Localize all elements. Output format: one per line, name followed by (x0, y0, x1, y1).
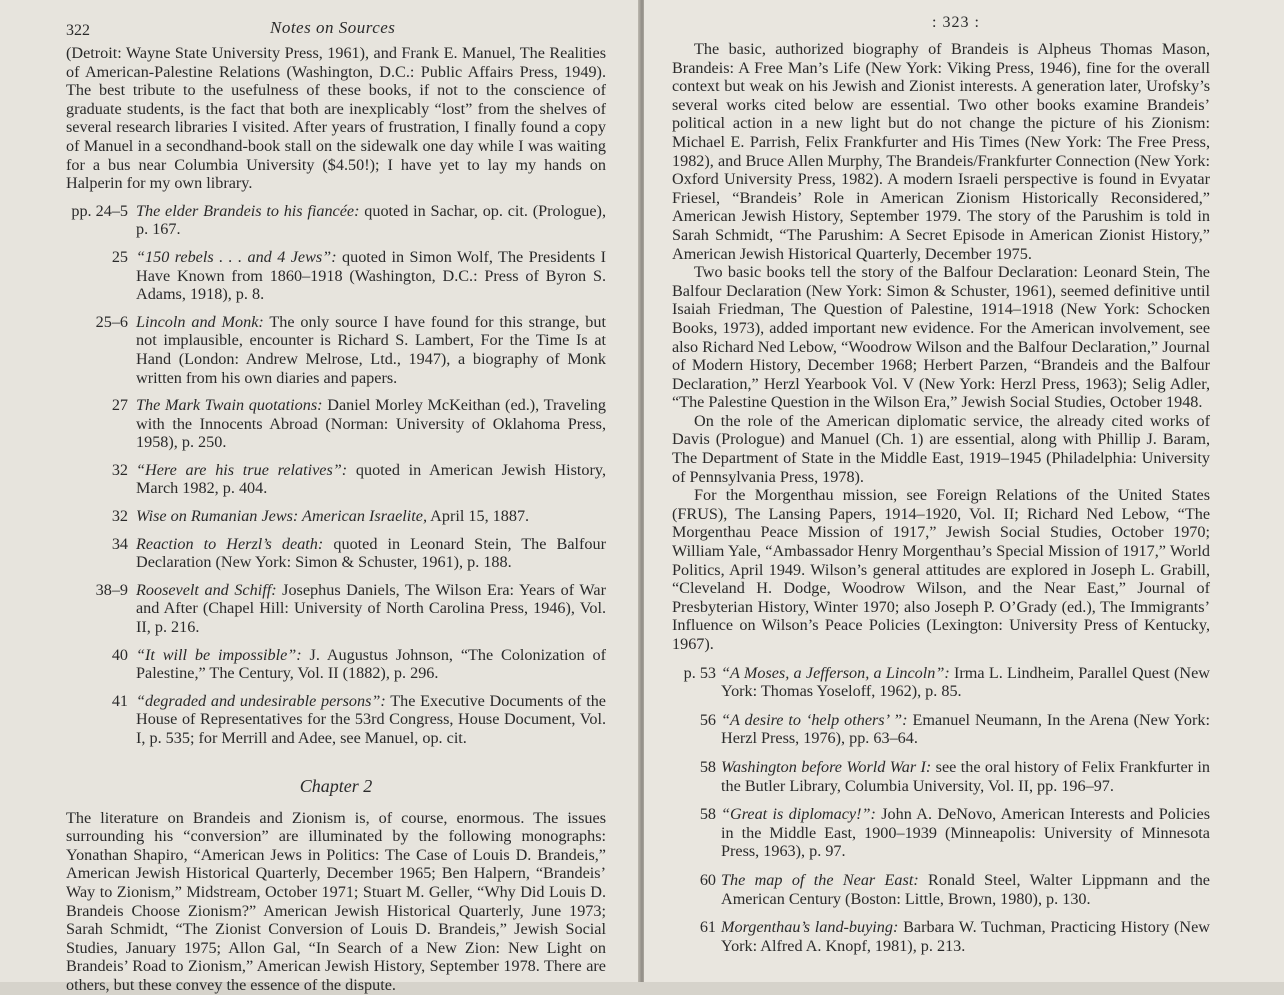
note-lead: “Great is diplomacy!”: (721, 805, 876, 824)
note-entry (66, 507, 606, 526)
note-page-ref: 58 (699, 805, 716, 824)
notes-list-left (66, 202, 606, 748)
note-text: see the oral history of Felix Frankfurter in the Butler Library, Columbia University, Vol. II, pp. 196–97. (721, 757, 1210, 795)
note-page-ref: 32 (111, 460, 128, 479)
note-lead: The Mark Twain quotations: (136, 396, 323, 415)
note-page-ref: 56 (699, 710, 716, 729)
note-entry (66, 396, 606, 452)
chapter-paragraph: The literature on Brandeis and Zionism is, of course, enormous. The issues surrounding his “conversion” are illuminated by the following monographs: Yonathan Shapiro, “American Jews in Politics: The Case of Louis D. Brandeis,” American Jewish Historical Quarterly, December 1965; Ben Halpern, “Brandeis’ Way to Zionism,” Midstream, October 1971; Stuart M. Geller, “Why Did Louis D. Brandeis Choose Zionism?” American Jewish Historical Quarterly, June 1973; Sarah Schmidt, “The Zionist Conversion of Louis D. Brandeis,” Jewish Social Studies, January 1975; Allon Gal, “In Search of a New Zion: New Light on Brandeis’ Road to Zionism,” American Jewish History, September 1978. There are others, but these convey the essence of the dispute. (66, 808, 606, 994)
right-page (644, 0, 1284, 982)
note-text: J. Augustus Johnson, “The Colonization of Palestine,” The Century, Vol. II (1882), p. 296. (136, 645, 606, 683)
chapter-heading: Chapter 2 (299, 775, 373, 796)
notes-list-right (672, 664, 1210, 956)
note-text: John A. DeNovo, American Interests and Policies in the Middle East, 1900–1939 (Minneapolis: University of Minnesota Press, 1963), p. 97. (721, 805, 1210, 861)
note-text: quoted in American Jewish History, March 1982, p. 404. (136, 460, 606, 498)
note-page-ref: 58 (699, 757, 716, 776)
note-lead: Roosevelt and Schiff: (136, 580, 277, 599)
note-entry (66, 646, 606, 683)
note-text: Barbara W. Tuchman, Practicing History (New York: Alfred A. Knopf, 1981), p. 213. (721, 918, 1211, 955)
page-number-right: : 323 : (932, 14, 980, 31)
note-entry (66, 581, 606, 637)
note-lead: Wise on Rumanian Jews: American Israelite, (136, 507, 428, 526)
note-entry (66, 535, 606, 572)
note-text: Daniel Morley McKeithan (ed.), Traveling with the Innocents Abroad (Norman: University of Oklahoma Press, 1958), p. 250. (136, 396, 606, 452)
note-text: The only source I have found for this strange, but not implausible, encounter is Richard S. Lambert, For the Time Is at Hand (London: Andrew Melrose, Ltd., 1947), a biography of Monk written from his own diaries and papers. (136, 312, 606, 387)
note-page-ref: 32 (111, 507, 128, 526)
note-page-ref: 34 (111, 534, 128, 553)
running-title: Notes on Sources (270, 18, 396, 37)
note-lead: Reaction to Herzl’s death: (136, 534, 324, 553)
note-entry (672, 871, 1210, 908)
note-lead: Washington before World War I: (721, 757, 932, 776)
note-lead: Lincoln and Monk: (136, 312, 264, 331)
note-text: The Executive Documents of the House of Representatives for the 53rd Congress, House Document, Vol. I, p. 535; for Merrill and Adee, see Manuel, op. cit. (136, 691, 606, 747)
body-paragraph: For the Morgenthau mission, see Foreign Relations of the United States (FRUS), The Lansing Papers, 1914–1920, Vol. II; Richard Ned Lebow, “The Morgenthau Peace Mission of 1917,” Jewish Social Studies, October 1970; William Yale, “Ambassador Henry Morgenthau’s Special Mission of 1917,” World Politics, April 1949. Wilson’s general attitudes are explored in Joseph L. Grabill, “Cleveland H. Dodge, Woodrow Wilson, and the Near East,” Journal of Presbyterian History, Winter 1970; also Joseph P. O’Grady (ed.), The Immigrants’ Influence on Wilson’s Peace Policies (Lexington: University Press of Kentucky, 1967). (672, 486, 1210, 653)
note-text: quoted in Simon Wolf, The Presidents I Have Known from 1860–1918 (Washington, D.C.: Press of Byron S. Adams, 1918), p. 8. (136, 247, 607, 304)
running-head-right (672, 10, 1210, 40)
running-head-left (66, 14, 606, 44)
note-page-ref: 38–9 (95, 580, 128, 599)
note-page-ref: 25–6 (95, 312, 128, 331)
note-entry (66, 313, 606, 387)
note-text: quoted in Leonard Stein, The Balfour Declaration (New York: Simon & Schuster, 1961), p. 188. (136, 534, 606, 572)
note-entry (66, 248, 606, 304)
note-lead: “A desire to ‘help others’ ”: (721, 710, 908, 729)
body-paragraph: The basic, authorized biography of Brandeis is Alpheus Thomas Mason, Brandeis: A Free Man’s Life (New York: Viking Press, 1946), fine for the overall context but weak on his Jewish and Zionist interests. A generation later, Urofsky’s several works cited below are essential. Two other books examine Brandeis’ political action in a new light but do not change the picture of his Zionism: Michael E. Parrish, Felix Frankfurter and His Times (New York: The Free Press, 1982), and Bruce Allen Murphy, The Brandeis/Frankfurter Connection (New York: Oxford University Press, 1982). A modern Israeli perspective is found in Evyatar Friesel, “Brandeis’ Role in American Zionism Historically Reconsidered,” American Jewish History, September 1979. The story of the Parushim is told in Sarah Schmidt, “The Parushim: A Secret Episode in American Zionist History,” American Jewish Historical Quarterly, December 1975. (672, 40, 1210, 263)
note-entry (672, 758, 1210, 795)
note-entry (672, 918, 1210, 955)
note-text: April 15, 1887. (427, 507, 530, 526)
note-lead: “150 rebels . . . and 4 Jews”: (136, 247, 337, 266)
note-lead: The map of the Near East: (721, 870, 919, 889)
note-lead: The elder Brandeis to his fiancée: (136, 201, 360, 220)
note-page-ref: 40 (111, 645, 128, 664)
page-number-left: 322 (66, 22, 90, 39)
note-lead: “Here are his true relatives”: (136, 460, 348, 479)
intro-paragraph: (Detroit: Wayne State University Press, 1961), and Frank E. Manuel, The Realities of American-Palestine Relations (Washington, D.C.: Public Affairs Press, 1949). The best tribute to the usefulness of these books, if not to the conscience of graduate students, is the fact that both are inexplicably “lost” from the shelves of several research libraries I visited. After years of frustration, I finally found a copy of Manuel in a secondhand-book stall on the sidewalk one day while I was waiting for a bus near Columbia University ($4.50!); I have yet to lay my hands on Halperin for my own library. (66, 44, 606, 193)
note-page-ref: 41 (111, 691, 128, 710)
note-page-ref: 27 (111, 396, 128, 415)
note-lead: “It will be impossible”: (136, 645, 302, 664)
note-lead: “degraded and undesirable persons”: (136, 691, 386, 710)
note-page-ref: pp. 24–5 (71, 201, 128, 220)
note-text: Ronald Steel, Walter Lippmann and the American Century (Boston: Little, Brown, 1980), p. 130. (721, 870, 1210, 908)
note-page-ref: p. 53 (683, 663, 716, 682)
note-lead: Morgenthau’s land-buying: (721, 918, 899, 937)
note-text: quoted in Sachar, op. cit. (Prologue), p. 167. (136, 201, 606, 239)
note-page-ref: 61 (699, 918, 716, 937)
note-page-ref: 60 (699, 870, 716, 889)
note-text: Josephus Daniels, The Wilson Era: Years of War and After (Chapel Hill: University of North Carolina Press, 1946), Vol. II, p. 216. (136, 580, 606, 637)
note-text: Irma L. Lindheim, Parallel Quest (New York: Thomas Yoseloff, 1962), p. 85. (721, 663, 1210, 701)
body-paragraph: On the role of the American diplomatic service, the already cited works of Davis (Prologue) and Manuel (Ch. 1) are essential, along with Phillip J. Baram, The Department of State in the Middle East, 1919–1945 (Philadelphia: University of Pennsylvania Press, 1978). (672, 411, 1210, 486)
note-page-ref: 25 (111, 247, 128, 266)
note-entry (66, 461, 606, 498)
note-text: Emanuel Neumann, In the Arena (New York: Herzl Press, 1976), pp. 63–64. (721, 710, 1211, 748)
note-entry (672, 664, 1210, 701)
note-lead: “A Moses, a Jefferson, a Lincoln”: (721, 663, 950, 682)
note-entry (66, 692, 606, 748)
body-paragraph: Two basic books tell the story of the Balfour Declaration: Leonard Stein, The Balfour Declaration (New York: Simon & Schuster, 1961), seemed definitive until Isaiah Friedman, The Question of Palestine, 1914–1918 (New York: Schocken Books, 1973), added important new evidence. For the American involvement, see also Richard Ned Lebow, “Woodrow Wilson and the Balfour Declaration,” Journal of Modern History, December 1968; Herbert Parzen, “Brandeis and the Balfour Declaration,” Herzl Yearbook Vol. V (New York: Herzl Press, 1963); Selig Adler, “The Palestine Question in the Wilson Era,” Jewish Social Studies, October 1948. (672, 263, 1210, 412)
note-entry (672, 805, 1210, 861)
note-entry (66, 202, 606, 239)
left-page (0, 0, 640, 994)
note-entry (672, 711, 1210, 748)
